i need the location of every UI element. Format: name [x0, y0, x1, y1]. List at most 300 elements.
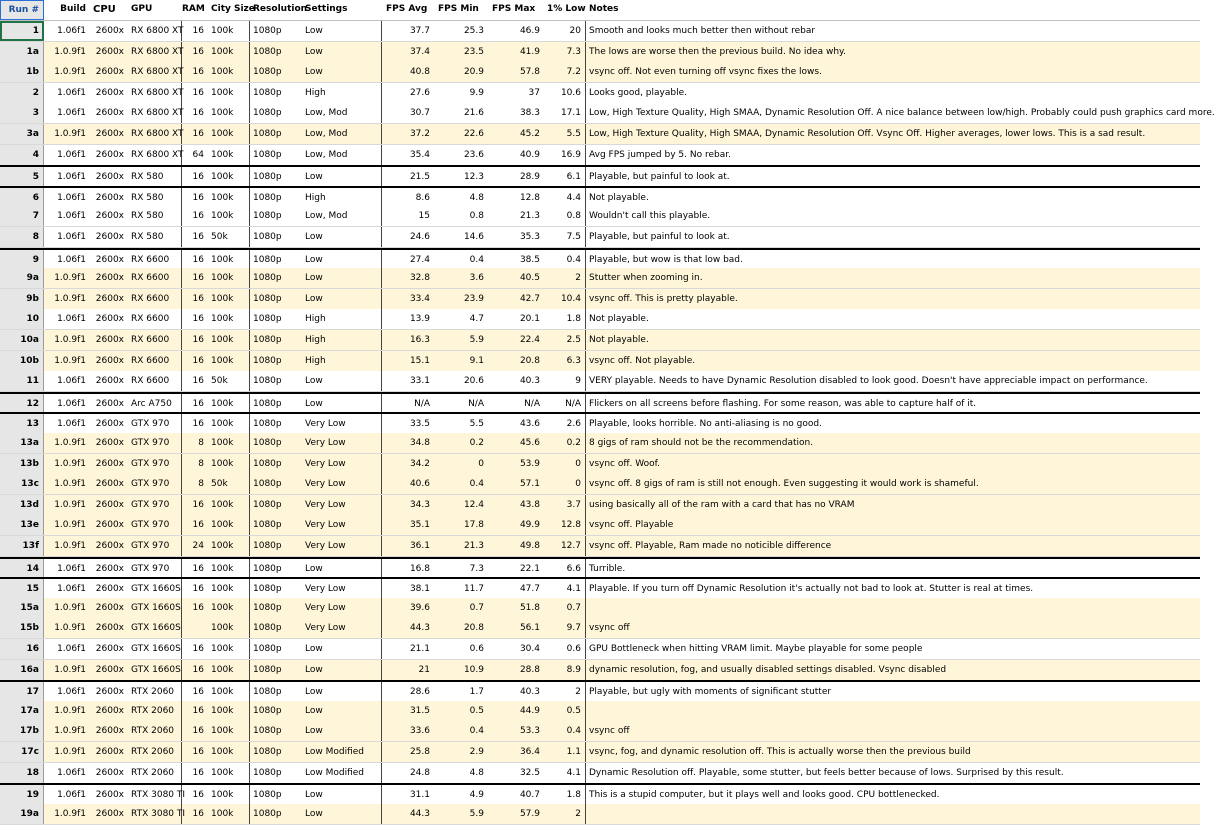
cell-fps-avg[interactable]: 21 [418, 664, 430, 675]
cell-cpu[interactable]: 2600x [95, 314, 124, 325]
cell-fps-min[interactable]: 17.8 [463, 520, 484, 531]
cell-notes[interactable] [586, 598, 1200, 618]
cell-gpu[interactable]: GTX 970 [128, 559, 182, 579]
cell-resolution[interactable]: 1080p [253, 584, 282, 595]
cell-fps-min[interactable]: 12.3 [463, 172, 484, 183]
cell-build[interactable]: 1.06f1 [57, 687, 86, 698]
cell-settings[interactable]: Low, Mod [302, 103, 382, 123]
cell-fps-max[interactable]: 57.8 [519, 67, 540, 78]
cell-fps-max[interactable]: 37 [528, 87, 540, 98]
cell-settings[interactable]: Very Low [302, 474, 382, 494]
cell-1pct-low[interactable]: 0.6 [544, 639, 586, 659]
cell-settings[interactable]: Low [302, 289, 382, 309]
cell-1pct-low[interactable]: 12.7 [544, 536, 586, 556]
cell-city-size[interactable]: 100k [208, 454, 250, 474]
cell-notes[interactable]: vsync off. 8 gigs of ram is still not enough. Even suggesting it would work is shameful. [589, 479, 979, 490]
cell-resolution[interactable]: 1080p [253, 26, 282, 36]
cell-resolution[interactable]: 1080p [253, 398, 282, 409]
cell-fps-avg[interactable]: 38.1 [409, 584, 430, 595]
cell-resolution[interactable]: 1080p [253, 664, 282, 675]
cell-ram[interactable]: 16 [192, 790, 204, 801]
cell-fps-avg[interactable]: 27.6 [409, 87, 430, 98]
cell-notes[interactable] [586, 804, 1200, 824]
cell-1pct-low[interactable]: 0.8 [544, 206, 586, 226]
cell-fps-avg[interactable]: 15.1 [409, 355, 430, 366]
cell-ram[interactable]: 16 [192, 520, 204, 531]
header-build[interactable]: Build [60, 4, 86, 14]
cell-resolution[interactable]: 1080p [253, 726, 282, 737]
cell-city-size[interactable]: 100k [208, 701, 250, 721]
cell-1pct-low[interactable]: 12.8 [544, 515, 586, 535]
cell-city-size[interactable]: 100k [208, 742, 250, 762]
cell-fps-max[interactable]: 43.6 [519, 419, 540, 430]
cell-resolution[interactable]: 1080p [253, 563, 282, 574]
cell-resolution[interactable]: 1080p [253, 129, 282, 139]
cell-run[interactable]: 13d [0, 495, 44, 515]
cell-1pct-low[interactable]: 9.7 [544, 618, 586, 638]
cell-1pct-low[interactable]: 0.7 [544, 598, 586, 618]
cell-ram[interactable]: 16 [192, 563, 204, 574]
cell-ram[interactable]: 8 [198, 438, 204, 448]
cell-fps-max[interactable]: 20.1 [519, 314, 540, 325]
cell-gpu[interactable]: GTX 970 [128, 515, 182, 535]
cell-cpu[interactable]: 2600x [95, 747, 124, 757]
cell-gpu[interactable]: RTX 2060 [128, 701, 182, 721]
cell-fps-min[interactable]: 0.4 [469, 726, 484, 737]
cell-cpu[interactable]: 2600x [95, 644, 124, 654]
cell-gpu[interactable]: GTX 970 [128, 433, 182, 453]
cell-1pct-low[interactable]: 8.9 [544, 660, 586, 680]
cell-city-size[interactable]: 100k [208, 42, 250, 62]
cell-fps-avg[interactable]: 8.6 [415, 192, 430, 203]
cell-resolution[interactable]: 1080p [253, 520, 282, 531]
cell-resolution[interactable]: 1080p [253, 479, 282, 490]
cell-fps-avg[interactable]: 21.5 [409, 172, 430, 183]
cell-build[interactable]: 1.06f1 [57, 108, 86, 119]
cell-fps-avg[interactable]: 37.2 [409, 129, 430, 139]
cell-1pct-low[interactable]: 10.4 [544, 289, 586, 309]
cell-ram[interactable]: 16 [192, 767, 204, 778]
cell-run[interactable]: 14 [0, 559, 44, 579]
cell-fps-max[interactable]: 49.9 [519, 520, 540, 531]
cell-settings[interactable]: Very Low [302, 536, 382, 556]
cell-ram[interactable]: 16 [192, 254, 204, 265]
cell-cpu[interactable]: 2600x [95, 419, 124, 430]
cell-run[interactable]: 10 [0, 309, 44, 329]
cell-settings[interactable]: Low [302, 371, 382, 391]
cell-gpu[interactable]: RX 580 [128, 206, 182, 226]
cell-fps-min[interactable]: 0.6 [469, 644, 484, 654]
cell-gpu[interactable]: RX 6600 [128, 268, 182, 288]
cell-run[interactable]: 9a [0, 268, 44, 288]
cell-notes[interactable]: Avg FPS jumped by 5. No rebar. [589, 149, 731, 160]
cell-notes[interactable]: vsync off. Woof. [589, 458, 661, 469]
cell-resolution[interactable]: 1080p [253, 376, 282, 387]
cell-cpu[interactable]: 2600x [95, 172, 124, 183]
cell-fps-min[interactable]: 0.5 [469, 705, 484, 716]
cell-1pct-low[interactable]: 3.7 [544, 495, 586, 515]
cell-1pct-low[interactable]: 1.8 [544, 785, 586, 805]
cell-ram[interactable]: 16 [192, 726, 204, 737]
cell-build[interactable]: 1.0.9f1 [54, 438, 86, 448]
cell-fps-avg[interactable]: 37.4 [409, 46, 430, 57]
cell-run[interactable]: 10a [0, 330, 44, 350]
cell-gpu[interactable]: GTX 1660S [128, 660, 182, 680]
cell-build[interactable]: 1.06f1 [57, 584, 86, 595]
cell-resolution[interactable]: 1080p [253, 767, 282, 778]
cell-notes[interactable]: VERY playable. Needs to have Dynamic Resolution disabled to look good. Doesn't have appreciable impact on performance. [589, 376, 1148, 387]
cell-cpu[interactable]: 2600x [95, 211, 124, 222]
cell-fps-avg[interactable]: 27.4 [409, 254, 430, 265]
cell-notes[interactable]: Playable, but ugly with moments of significant stutter [589, 687, 832, 698]
cell-gpu[interactable]: GTX 970 [128, 474, 182, 494]
cell-cpu[interactable]: 2600x [95, 232, 124, 242]
cell-run[interactable]: 1a [0, 42, 44, 62]
cell-fps-min[interactable]: 25.3 [463, 26, 484, 36]
cell-1pct-low[interactable]: 4.1 [544, 579, 586, 599]
cell-1pct-low[interactable]: 1.1 [544, 742, 586, 762]
cell-settings[interactable]: Low [302, 682, 382, 702]
cell-fps-max[interactable]: 40.3 [519, 687, 540, 698]
cell-build[interactable]: 1.0.9f1 [54, 46, 86, 57]
cell-run[interactable]: 10b [0, 351, 44, 371]
cell-ram[interactable]: 16 [192, 644, 204, 654]
cell-fps-min[interactable]: 0.2 [469, 438, 484, 448]
cell-1pct-low[interactable]: 5.5 [544, 124, 586, 144]
cell-build[interactable]: 1.06f1 [57, 767, 86, 778]
cell-gpu[interactable]: RTX 3080 TI [128, 785, 182, 805]
cell-run[interactable]: 9 [0, 250, 44, 270]
cell-fps-min[interactable]: 1.7 [469, 687, 484, 698]
cell-resolution[interactable]: 1080p [253, 458, 282, 469]
cell-resolution[interactable]: 1080p [253, 46, 282, 57]
header-notes[interactable]: Notes [589, 4, 619, 14]
cell-settings[interactable]: Low [302, 21, 382, 41]
cell-resolution[interactable]: 1080p [253, 192, 282, 203]
cell-resolution[interactable]: 1080p [253, 172, 282, 183]
cell-ram[interactable]: 16 [192, 232, 204, 242]
cell-notes[interactable]: using basically all of the ram with a card that has no VRAM [589, 499, 855, 510]
header-1pct-low[interactable]: 1% Low [547, 4, 586, 14]
cell-fps-min[interactable]: 3.6 [469, 273, 484, 284]
cell-fps-min[interactable]: 9.1 [469, 355, 484, 366]
cell-fps-min[interactable]: 2.9 [469, 747, 484, 757]
cell-build[interactable]: 1.06f1 [57, 376, 86, 387]
header-fps-min[interactable]: FPS Min [438, 4, 479, 14]
cell-fps-avg[interactable]: 33.1 [409, 376, 430, 387]
cell-notes[interactable]: Looks good, playable. [589, 87, 687, 98]
cell-resolution[interactable]: 1080p [253, 602, 282, 613]
cell-1pct-low[interactable]: 6.1 [544, 167, 586, 187]
cell-ram[interactable]: 8 [198, 479, 204, 490]
cell-fps-avg[interactable]: 44.3 [409, 623, 430, 634]
cell-gpu[interactable]: RX 6800 XT [128, 83, 182, 103]
cell-gpu[interactable]: RX 6800 XT [128, 103, 182, 123]
cell-fps-max[interactable]: N/A [524, 398, 540, 409]
cell-city-size[interactable]: 100k [208, 289, 250, 309]
cell-settings[interactable]: Very Low [302, 515, 382, 535]
cell-fps-max[interactable]: 38.3 [519, 108, 540, 119]
cell-resolution[interactable]: 1080p [253, 254, 282, 265]
cell-run[interactable]: 12 [0, 394, 44, 414]
cell-resolution[interactable]: 1080p [253, 293, 282, 304]
cell-settings[interactable]: Very Low [302, 414, 382, 434]
cell-city-size[interactable]: 100k [208, 598, 250, 618]
cell-settings[interactable]: High [302, 83, 382, 103]
cell-ram[interactable]: 16 [192, 172, 204, 183]
cell-resolution[interactable]: 1080p [253, 644, 282, 654]
cell-build[interactable]: 1.0.9f1 [54, 479, 86, 490]
cell-1pct-low[interactable]: 7.3 [544, 42, 586, 62]
cell-run[interactable]: 18 [0, 763, 44, 783]
cell-build[interactable]: 1.0.9f1 [54, 458, 86, 469]
cell-build[interactable]: 1.06f1 [57, 563, 86, 574]
cell-fps-max[interactable]: 40.3 [519, 376, 540, 387]
cell-run[interactable]: 6 [0, 188, 44, 208]
header-cpu[interactable]: CPU [93, 4, 116, 15]
cell-fps-min[interactable]: 0.7 [469, 602, 484, 613]
cell-fps-max[interactable]: 21.3 [519, 211, 540, 222]
cell-ram[interactable]: 16 [192, 687, 204, 698]
cell-city-size[interactable]: 100k [208, 351, 250, 371]
cell-cpu[interactable]: 2600x [95, 602, 124, 613]
cell-cpu[interactable]: 2600x [95, 584, 124, 595]
cell-ram[interactable]: 16 [192, 747, 204, 757]
cell-build[interactable]: 1.0.9f1 [54, 129, 86, 139]
cell-gpu[interactable]: GTX 1660S [128, 579, 182, 599]
cell-fps-min[interactable]: 4.8 [469, 767, 484, 778]
cell-fps-avg[interactable]: 32.8 [409, 273, 430, 284]
cell-resolution[interactable]: 1080p [253, 499, 282, 510]
cell-fps-max[interactable]: 46.9 [519, 26, 540, 36]
cell-settings[interactable]: Very Low [302, 618, 382, 638]
cell-gpu[interactable]: RX 6800 XT [128, 145, 182, 165]
cell-1pct-low[interactable]: 2.5 [544, 330, 586, 350]
cell-ram[interactable] [182, 618, 208, 638]
cell-ram[interactable]: 16 [192, 67, 204, 78]
cell-fps-min[interactable]: 0.8 [469, 211, 484, 222]
cell-gpu[interactable]: RX 580 [128, 167, 182, 187]
cell-notes[interactable]: Smooth and looks much better then without rebar [589, 26, 816, 36]
cell-1pct-low[interactable]: 0.4 [544, 250, 586, 270]
cell-fps-max[interactable]: 57.9 [519, 808, 540, 819]
cell-resolution[interactable]: 1080p [253, 108, 282, 119]
cell-gpu[interactable]: RTX 2060 [128, 721, 182, 741]
cell-gpu[interactable]: GTX 1660S [128, 618, 182, 638]
cell-run[interactable]: 15 [0, 579, 44, 599]
cell-gpu[interactable]: RX 6800 XT [128, 62, 182, 82]
cell-cpu[interactable]: 2600x [95, 355, 124, 366]
cell-settings[interactable]: Low [302, 268, 382, 288]
cell-run[interactable]: 13a [0, 433, 44, 453]
cell-fps-min[interactable]: 12.4 [463, 499, 484, 510]
cell-ram[interactable]: 16 [192, 602, 204, 613]
cell-fps-max[interactable]: 53.9 [519, 458, 540, 469]
cell-fps-min[interactable]: 0.4 [469, 254, 484, 265]
cell-city-size[interactable]: 100k [208, 309, 250, 329]
cell-run[interactable]: 17b [0, 721, 44, 741]
cell-cpu[interactable]: 2600x [95, 623, 124, 634]
cell-fps-max[interactable]: 45.6 [519, 438, 540, 448]
cell-run[interactable]: 15a [0, 598, 44, 618]
cell-cpu[interactable]: 2600x [95, 293, 124, 304]
cell-gpu[interactable]: RX 580 [128, 227, 182, 247]
cell-gpu[interactable]: RX 6800 XT [128, 21, 182, 41]
cell-city-size[interactable]: 100k [208, 394, 250, 414]
cell-run[interactable]: 1b [0, 62, 44, 82]
cell-resolution[interactable]: 1080p [253, 335, 282, 345]
cell-resolution[interactable]: 1080p [253, 623, 282, 634]
cell-cpu[interactable]: 2600x [95, 254, 124, 265]
cell-build[interactable]: 1.0.9f1 [54, 808, 86, 819]
cell-fps-min[interactable]: 23.9 [463, 293, 484, 304]
cell-fps-max[interactable]: 41.9 [519, 46, 540, 57]
cell-notes[interactable] [586, 701, 1200, 721]
cell-1pct-low[interactable]: 2.6 [544, 414, 586, 434]
cell-fps-min[interactable]: 5.5 [469, 419, 484, 430]
cell-fps-avg[interactable]: 39.6 [409, 602, 430, 613]
cell-fps-avg[interactable]: 40.6 [409, 479, 430, 490]
cell-run[interactable]: 3 [0, 103, 44, 123]
cell-notes[interactable]: dynamic resolution, fog, and usually disabled settings disabled. Vsync disabled [589, 664, 947, 675]
cell-fps-min[interactable]: 5.9 [469, 335, 484, 345]
cell-fps-avg[interactable]: 24.6 [409, 232, 430, 242]
cell-resolution[interactable]: 1080p [253, 273, 282, 284]
cell-fps-max[interactable]: 20.8 [519, 355, 540, 366]
cell-settings[interactable]: Low [302, 721, 382, 741]
header-fps-max[interactable]: FPS Max [492, 4, 536, 14]
cell-build[interactable]: 1.0.9f1 [54, 726, 86, 737]
cell-notes[interactable]: The lows are worse then the previous build. No idea why. [589, 46, 846, 57]
cell-notes[interactable]: Not playable. [589, 192, 649, 203]
cell-fps-min[interactable]: 9.9 [469, 87, 484, 98]
cell-city-size[interactable]: 100k [208, 804, 250, 824]
cell-build[interactable]: 1.0.9f1 [54, 747, 86, 757]
cell-settings[interactable]: Low [302, 559, 382, 579]
cell-build[interactable]: 1.06f1 [57, 149, 86, 160]
cell-notes[interactable]: vsync off. Not even turning off vsync fixes the lows. [589, 67, 822, 78]
cell-ram[interactable]: 16 [192, 26, 204, 36]
cell-fps-max[interactable]: 32.5 [519, 767, 540, 778]
cell-fps-max[interactable]: 51.8 [519, 602, 540, 613]
cell-run[interactable]: 13f [0, 536, 44, 556]
cell-gpu[interactable]: RTX 3080 TI [128, 804, 182, 824]
cell-settings[interactable]: Low [302, 227, 382, 247]
cell-ram[interactable]: 16 [192, 87, 204, 98]
cell-gpu[interactable]: GTX 970 [128, 454, 182, 474]
cell-resolution[interactable]: 1080p [253, 355, 282, 366]
cell-cpu[interactable]: 2600x [95, 726, 124, 737]
cell-city-size[interactable]: 100k [208, 206, 250, 226]
cell-notes[interactable]: vsync off. Playable, Ram made no noticible difference [589, 541, 832, 551]
cell-settings[interactable]: Very Low [302, 579, 382, 599]
cell-fps-max[interactable]: 45.2 [519, 129, 540, 139]
cell-run[interactable]: 13c [0, 474, 44, 494]
cell-settings[interactable]: High [302, 188, 382, 208]
cell-gpu[interactable]: RX 6600 [128, 289, 182, 309]
cell-city-size[interactable]: 100k [208, 763, 250, 783]
cell-gpu[interactable]: GTX 1660S [128, 639, 182, 659]
cell-fps-max[interactable]: 40.9 [519, 149, 540, 160]
cell-city-size[interactable]: 100k [208, 639, 250, 659]
cell-1pct-low[interactable]: 9 [544, 371, 586, 391]
cell-cpu[interactable]: 2600x [95, 790, 124, 801]
cell-notes[interactable]: vsync, fog, and dynamic resolution off. This is actually worse then the previous build [589, 747, 971, 757]
cell-build[interactable]: 1.0.9f1 [54, 541, 86, 551]
cell-notes[interactable]: Playable, but wow is that low bad. [589, 254, 743, 265]
cell-gpu[interactable]: RX 6800 XT [128, 42, 182, 62]
cell-gpu[interactable]: RTX 2060 [128, 763, 182, 783]
cell-fps-max[interactable]: 42.7 [519, 293, 540, 304]
cell-settings[interactable]: Low Modified [302, 742, 382, 762]
cell-build[interactable]: 1.0.9f1 [54, 705, 86, 716]
cell-fps-min[interactable]: 23.6 [463, 149, 484, 160]
cell-fps-max[interactable]: 12.8 [519, 192, 540, 203]
cell-run[interactable]: 19a [0, 804, 44, 824]
cell-cpu[interactable]: 2600x [95, 438, 124, 448]
cell-city-size[interactable]: 100k [208, 495, 250, 515]
cell-city-size[interactable]: 50k [208, 227, 250, 247]
cell-fps-max[interactable]: 57.1 [519, 479, 540, 490]
cell-build[interactable]: 1.06f1 [57, 87, 86, 98]
cell-city-size[interactable]: 50k [208, 371, 250, 391]
cell-notes[interactable]: Playable, looks horrible. No anti-aliasing is no good. [589, 419, 822, 430]
cell-1pct-low[interactable]: 10.6 [544, 83, 586, 103]
cell-cpu[interactable]: 2600x [95, 149, 124, 160]
cell-fps-avg[interactable]: 33.6 [409, 726, 430, 737]
cell-fps-max[interactable]: 22.4 [519, 335, 540, 345]
cell-fps-min[interactable]: 11.7 [463, 584, 484, 595]
cell-ram[interactable]: 16 [192, 273, 204, 284]
cell-ram[interactable]: 16 [192, 355, 204, 366]
cell-fps-max[interactable]: 38.5 [519, 254, 540, 265]
header-fps-avg[interactable]: FPS Avg [386, 4, 428, 14]
cell-gpu[interactable]: RX 6600 [128, 351, 182, 371]
cell-build[interactable]: 1.0.9f1 [54, 293, 86, 304]
cell-settings[interactable]: Low [302, 701, 382, 721]
header-city-size[interactable]: City Size [211, 4, 255, 14]
cell-cpu[interactable]: 2600x [95, 108, 124, 119]
cell-gpu[interactable]: GTX 1660S [128, 598, 182, 618]
cell-fps-avg[interactable]: 16.3 [409, 335, 430, 345]
cell-cpu[interactable]: 2600x [95, 705, 124, 716]
cell-fps-min[interactable]: 21.6 [463, 108, 484, 119]
cell-1pct-low[interactable]: 20 [544, 21, 586, 41]
cell-fps-avg[interactable]: 37.7 [409, 26, 430, 36]
cell-settings[interactable]: Low [302, 42, 382, 62]
cell-notes[interactable]: Dynamic Resolution off. Playable, some stutter, but feels better because of lows. Surprised by this result. [589, 767, 1064, 778]
cell-fps-avg[interactable]: 16.8 [409, 563, 430, 574]
cell-1pct-low[interactable]: 4.1 [544, 763, 586, 783]
cell-fps-min[interactable]: 4.9 [469, 790, 484, 801]
cell-cpu[interactable]: 2600x [95, 479, 124, 490]
cell-build[interactable]: 1.06f1 [57, 172, 86, 183]
cell-run[interactable]: 16a [0, 660, 44, 680]
cell-cpu[interactable]: 2600x [95, 767, 124, 778]
cell-1pct-low[interactable]: 0.5 [544, 701, 586, 721]
cell-fps-avg[interactable]: 30.7 [409, 108, 430, 119]
cell-fps-min[interactable]: 5.9 [469, 808, 484, 819]
cell-run[interactable]: 5 [0, 167, 44, 187]
cell-resolution[interactable]: 1080p [253, 687, 282, 698]
cell-fps-min[interactable]: 20.9 [463, 67, 484, 78]
cell-notes[interactable]: This is a stupid computer, but it plays well and looks good. CPU bottlenecked. [589, 790, 940, 801]
cell-ram[interactable]: 16 [192, 192, 204, 203]
cell-run[interactable]: 19 [0, 785, 44, 805]
cell-ram[interactable]: 16 [192, 398, 204, 409]
cell-city-size[interactable]: 100k [208, 188, 250, 208]
cell-settings[interactable]: Low, Mod [302, 145, 382, 165]
